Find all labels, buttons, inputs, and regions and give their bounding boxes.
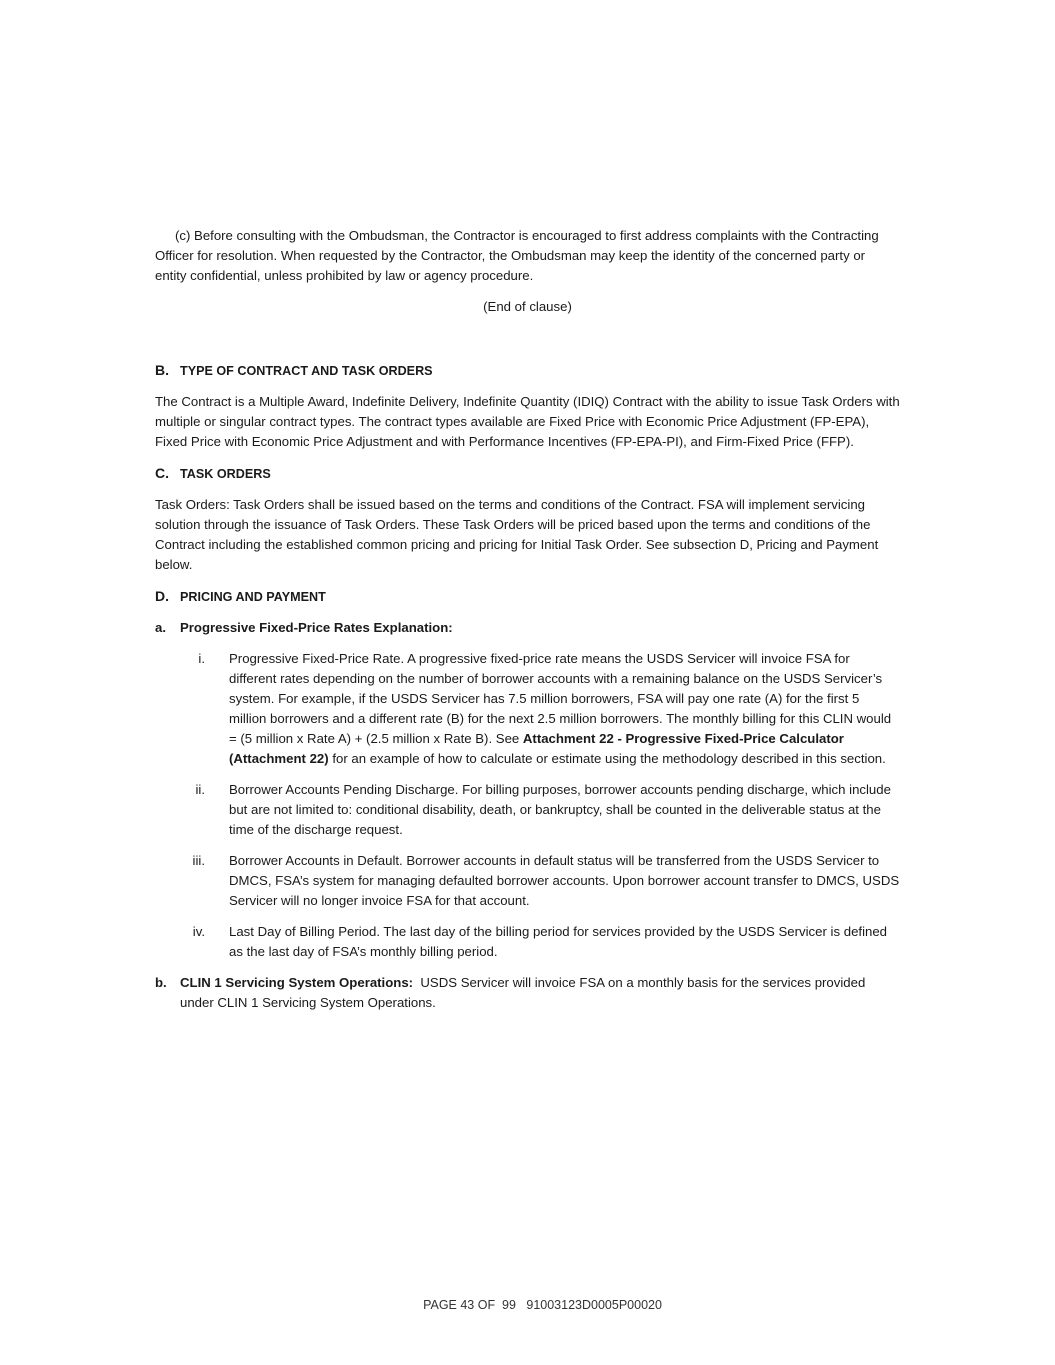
list-item-text — [229, 649, 900, 769]
end-of-clause: (End of clause) — [483, 299, 572, 314]
list-item-text-part: for an example of how to calculate or estimate using the methodology described in this section. — [328, 751, 886, 766]
subsection-b-text — [180, 973, 900, 1013]
subsection-b-letter: b. — [155, 975, 167, 990]
document-id: 91003123D0005P00020 — [526, 1298, 662, 1312]
section-b-heading — [155, 360, 900, 381]
section-c-letter: C. — [155, 465, 169, 481]
subsection-a-title: Progressive Fixed-Price Rates Explanation: — [180, 620, 453, 635]
section-c-heading — [155, 463, 900, 484]
list-item-text-part: Borrower Accounts in Default. Borrower accounts in default status will be transferred from the USDS Servicer to DMCS, FSA’s system for managing defaulted borrower accounts. Upon borrower account transfer to DMCS, USDS Servicer will no longer invoice FSA for that account. — [229, 853, 900, 908]
page-footer — [0, 1298, 1055, 1312]
footer-spacer — [516, 1298, 526, 1312]
section-b-title: TYPE OF CONTRACT AND TASK ORDERS — [180, 364, 433, 378]
page-number: PAGE 43 OF 99 — [423, 1298, 516, 1312]
list-item-text — [229, 851, 900, 911]
section-b-letter: B. — [155, 362, 169, 378]
attachment-reference: Attachment 22 - Progressive Fixed-Price Calculator (Attachment 22) — [229, 731, 844, 766]
paragraph-c: (c) Before consulting with the Ombudsman, the Contractor is encouraged to first address complaints with the Contracting Officer for resolution. When requested by the Contractor, the Ombudsman may keep the identity of the concerned party or entity confidential, unless prohibited by law or agency procedure. — [155, 228, 879, 283]
list-item — [155, 780, 900, 840]
list-item-text-part: Progressive Fixed-Price Rate. A progressive fixed-price rate means the USDS Servicer will invoice FSA for different rates depending on the number of borrower accounts with a remaining balance on the USDS Servicer’s system. For example, if the USDS Servicer has 7.5 million borrowers, FSA will pay one rate (A) for the first 5 million borrowers and a different rate (B) for the next 2.5 million borrowers. The monthly billing for this CLIN would = (5 million x Rate A) + (2.5 million x Rate B). See — [229, 651, 892, 746]
list-item-number: iv. — [192, 924, 205, 939]
list-item-number: iii. — [192, 853, 205, 868]
section-c-title: TASK ORDERS — [180, 467, 271, 481]
subsection-b-title: CLIN 1 Servicing System Operations: — [180, 975, 414, 990]
list-item — [155, 922, 900, 962]
section-d-letter: D. — [155, 588, 169, 604]
list-item-text-part: Borrower Accounts Pending Discharge. For billing purposes, borrower accounts pending discharge, which include but are not limited to: conditional disability, death, or bankruptcy, shall be counted in the deliverable status at the time of the discharge request. — [229, 782, 891, 837]
subsection-b-body: USDS Servicer will invoice FSA on a monthly basis for the services provided under CLIN 1 Servicing System Operations. — [180, 975, 869, 1010]
list-item — [155, 851, 900, 911]
list-item-text — [229, 922, 900, 962]
document-page — [155, 226, 900, 1013]
list-item-number: ii. — [195, 782, 205, 797]
subsection-a-letter: a. — [155, 620, 166, 635]
section-d-title: PRICING AND PAYMENT — [180, 590, 326, 604]
subsection-b — [155, 973, 900, 1013]
list-item-text — [229, 780, 900, 840]
section-c-body: Task Orders: Task Orders shall be issued based on the terms and conditions of the Contract. FSA will implement servicing solution through the issuance of Task Orders. These Task Orders will be priced based upon the terms and conditions of the Contract including the established common pricing and pricing for Initial Task Order. See subsection D, Pricing and Payment below. — [155, 497, 879, 572]
section-b-body: The Contract is a Multiple Award, Indefinite Delivery, Indefinite Quantity (IDIQ) Contract with the ability to issue Task Orders with multiple or singular contract types. The contract types available are Fixed Price with Economic Price Adjustment (FP-EPA), Fixed Price with Economic Price Adjustment and with Performance Incentives (FP-EPA-PI), and Firm-Fixed Price (FFP). — [155, 394, 900, 449]
list-item-text-part: Last Day of Billing Period. The last day of the billing period for services provided by the USDS Servicer is defined as the last day of FSA’s monthly billing period. — [229, 924, 887, 959]
section-d-heading — [155, 586, 900, 607]
rates-explanation-list — [155, 649, 900, 962]
list-item-number: i. — [198, 651, 205, 666]
list-item — [155, 649, 900, 769]
subsection-a-heading — [155, 618, 900, 638]
